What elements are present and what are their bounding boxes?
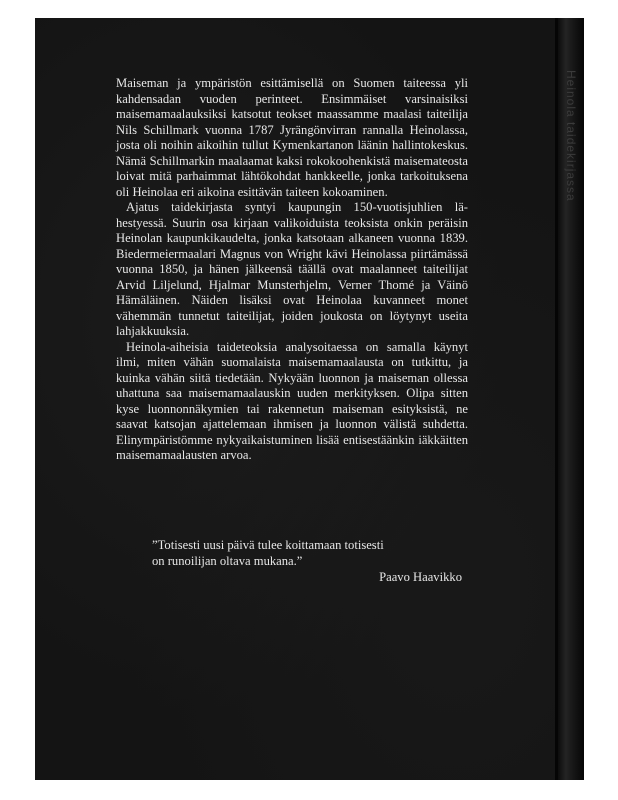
epigraph-quote [152,537,472,585]
quote-line-1: ”Totisesti uusi päivä tulee koittamaan totisesti [152,538,384,552]
spine-title: Heinola taidekirjassa [564,70,578,202]
quote-author: Paavo Haavikko [379,570,462,584]
blurb-text [116,76,468,464]
blurb-paragraph-2: Ajatus taidekirjasta syntyi kaupungin 150-vuotisjuhlien lähestyessä. Suurin osa kirjaan valikoiduista teoksista onkin peräisin Heinolan kaupunkikaudelta, jonka katsotaan alkaneen vuonna 1839. Biedermeiermaalari Magnus von Wright kävi Heinolassa piirtämässä vuonna 1850, ja hänen jälkeensä täällä ovat maalanneet taiteilijat Arvid Liljelund, Hjalmar Munsterhjelm, Verner Thomé ja Väinö Hämäläinen. Näiden lisäksi ovat Heinolaa kuvanneet monet vähemmän tunnetut taiteilijat, joiden joukosta on löytynyt useita lahjakkuuksia. [116,200,468,338]
quote-line-2: on runoilijan oltava mukana.” [152,554,303,568]
blurb-paragraph-3: Heinola-aiheisia taideteoksia analysoitaessa on samalla käynyt ilmi, miten vähän suomalaista maisemamaalausta on tutkittu, ja kuinka vähän siitä tiedetään. Nykyään luonnon ja maiseman ollessa uhattuna saa maisemamaalauskin uuden merkityksen. Olipa sitten kyse luonnonnäkymien tai rakennetun maiseman esityksistä, ne saavat katsojan ajattelemaan ihmisen ja luonnon välistä suhdetta. Elinympäristömme nykyaikaistuminen lisää entisestäänkin iäkkäitten maisemamaalausten arvoa. [116,339,468,462]
blurb-paragraph-1: Maiseman ja ympäristön esittämisellä on Suomen taiteessa yli kahdensadan vuoden perinteet. Ensimmäiset varsinaisiksi maisemamaalauksiksi katsotut teokset maassamme maalasi taiteilija Nils Schillmark vuonna 1787 Jyrängönvirran rannalla Heinolassa, josta oli noihin aikoihin tullut Kymenkartanon läänin hallintokeskus. Nämä Schillmarkin maalaamat kaksi rokokoohenkistä maisemateosta loivat mitä parhaimmat lähtökohdat hankkeelle, jonka tarkoituksena oli Heinolaa eri aikoina esittävän taiteen kokoaminen. [116,76,468,199]
